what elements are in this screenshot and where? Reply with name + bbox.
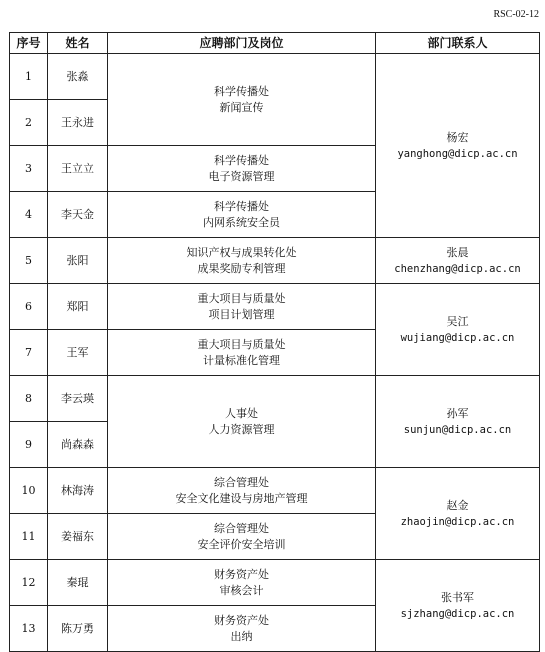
dept-label: 财务资产处 xyxy=(214,613,269,627)
row-name: 李云瑛 xyxy=(48,376,108,422)
contact-name: 张书军 xyxy=(441,590,474,604)
position-cell xyxy=(108,192,376,238)
contact-name: 吴江 xyxy=(446,314,469,328)
table-row xyxy=(10,238,540,284)
post-label: 审核会计 xyxy=(219,583,264,597)
contact-email: sjzhang@dicp.ac.cn xyxy=(400,607,515,620)
post-label: 内网系统安全员 xyxy=(203,215,280,229)
position-cell xyxy=(108,468,376,514)
dept-label: 重大项目与质量处 xyxy=(197,291,286,305)
position-cell xyxy=(108,238,376,284)
row-no: 4 xyxy=(10,192,48,238)
position-cell xyxy=(108,330,376,376)
dept-label: 科学传播处 xyxy=(214,153,269,167)
contact-cell xyxy=(376,468,540,560)
position-cell xyxy=(108,146,376,192)
post-label: 电子资源管理 xyxy=(208,169,275,183)
table-row xyxy=(10,284,540,330)
contact-email: wujiang@dicp.ac.cn xyxy=(400,331,515,344)
row-no: 2 xyxy=(10,100,48,146)
row-name: 张淼 xyxy=(48,54,108,100)
row-no: 1 xyxy=(10,54,48,100)
position-cell xyxy=(108,514,376,560)
row-name: 秦琨 xyxy=(48,560,108,606)
position-cell xyxy=(108,376,376,468)
row-name: 尚森森 xyxy=(48,422,108,468)
header-dept: 应聘部门及岗位 xyxy=(108,33,376,54)
post-label: 项目计划管理 xyxy=(208,307,275,321)
header-contact: 部门联系人 xyxy=(376,33,540,54)
header-row xyxy=(10,33,540,54)
post-label: 成果奖励专利管理 xyxy=(197,261,286,275)
row-name: 姜福东 xyxy=(48,514,108,560)
contact-email: zhaojin@dicp.ac.cn xyxy=(400,515,515,528)
row-no: 13 xyxy=(10,606,48,652)
dept-label: 知识产权与成果转化处 xyxy=(186,245,297,259)
row-name: 李天金 xyxy=(48,192,108,238)
dept-label: 重大项目与质量处 xyxy=(197,337,286,351)
contact-email: chenzhang@dicp.ac.cn xyxy=(394,262,521,275)
contact-email: yanghong@dicp.ac.cn xyxy=(397,147,518,160)
row-name: 林海涛 xyxy=(48,468,108,514)
post-label: 安全文化建设与房地产管理 xyxy=(175,491,308,505)
document-code: RSC-02-12 xyxy=(493,9,539,20)
post-label: 计量标准化管理 xyxy=(203,353,280,367)
row-name: 陈万勇 xyxy=(48,606,108,652)
dept-label: 科学传播处 xyxy=(214,84,269,98)
header-name: 姓名 xyxy=(48,33,108,54)
dept-label: 科学传播处 xyxy=(214,199,269,213)
row-name: 王立立 xyxy=(48,146,108,192)
row-no: 10 xyxy=(10,468,48,514)
row-no: 12 xyxy=(10,560,48,606)
row-no: 9 xyxy=(10,422,48,468)
contact-cell xyxy=(376,560,540,652)
recruitment-table xyxy=(9,32,540,652)
contact-email: sunjun@dicp.ac.cn xyxy=(403,423,512,436)
row-no: 5 xyxy=(10,238,48,284)
dept-label: 财务资产处 xyxy=(214,567,269,581)
row-name: 张阳 xyxy=(48,238,108,284)
contact-cell xyxy=(376,54,540,238)
post-label: 人力资源管理 xyxy=(208,422,275,436)
table-row xyxy=(10,376,540,422)
row-no: 7 xyxy=(10,330,48,376)
dept-label: 人事处 xyxy=(225,406,258,420)
row-no: 8 xyxy=(10,376,48,422)
position-cell xyxy=(108,54,376,146)
post-label: 出纳 xyxy=(230,629,253,643)
row-name: 王永进 xyxy=(48,100,108,146)
table-row xyxy=(10,54,540,100)
contact-cell xyxy=(376,376,540,468)
position-cell xyxy=(108,284,376,330)
row-no: 3 xyxy=(10,146,48,192)
post-label: 新闻宣传 xyxy=(219,100,264,114)
row-no: 6 xyxy=(10,284,48,330)
contact-cell xyxy=(376,284,540,376)
row-no: 11 xyxy=(10,514,48,560)
contact-cell xyxy=(376,238,540,284)
table-row xyxy=(10,560,540,606)
position-cell xyxy=(108,606,376,652)
position-cell xyxy=(108,560,376,606)
contact-name: 张晨 xyxy=(446,245,469,259)
table-row xyxy=(10,468,540,514)
dept-label: 综合管理处 xyxy=(214,521,269,535)
dept-label: 综合管理处 xyxy=(214,475,269,489)
row-name: 王军 xyxy=(48,330,108,376)
contact-name: 赵金 xyxy=(446,498,469,512)
post-label: 安全评价安全培训 xyxy=(197,537,286,551)
contact-name: 杨宏 xyxy=(446,130,469,144)
row-name: 郑阳 xyxy=(48,284,108,330)
contact-name: 孙军 xyxy=(446,406,469,420)
header-no: 序号 xyxy=(10,33,48,54)
